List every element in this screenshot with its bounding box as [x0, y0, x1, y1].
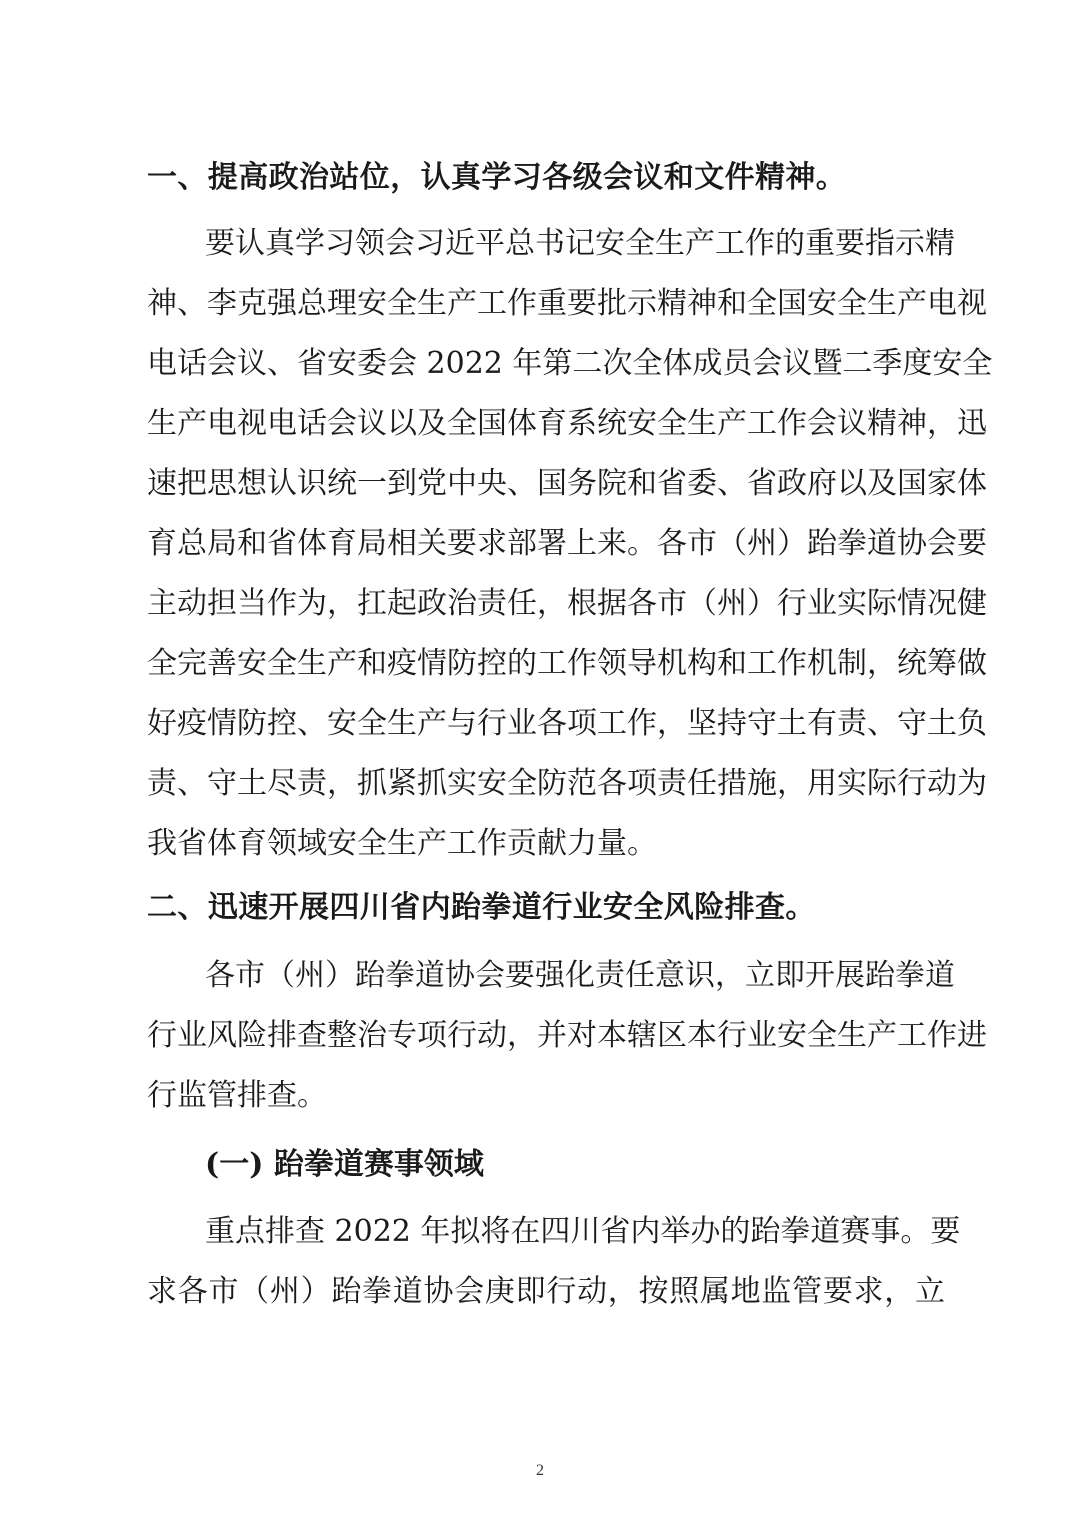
paragraph-line: 全完善安全生产和疫情防控的工作领导机构和工作机制，统筹做	[147, 646, 987, 681]
subsection-heading: (一) 跆拳道赛事领域	[205, 1147, 484, 1182]
paragraph-line: 重点排查 2022 年拟将在四川省内举办的跆拳道赛事。要	[205, 1214, 961, 1249]
paragraph-line: 行监管排查。	[147, 1078, 327, 1113]
paragraph-line: 主动担当作为，扛起政治责任，根据各市（州）行业实际情况健	[147, 586, 987, 621]
paragraph-line: 行业风险排查整治专项行动，并对本辖区本行业安全生产工作进	[147, 1018, 987, 1053]
paragraph-line: 要认真学习领会习近平总书记安全生产工作的重要指示精	[205, 226, 955, 261]
paragraph-line: 好疫情防控、安全生产与行业各项工作，坚持守土有责、守土负	[147, 706, 987, 741]
paragraph-line: 各市（州）跆拳道协会要强化责任意识，立即开展跆拳道	[205, 958, 955, 993]
section-heading: 一、提高政治站位，认真学习各级会议和文件精神。	[147, 160, 847, 195]
paragraph-line: 我省体育领域安全生产工作贡献力量。	[147, 826, 657, 861]
paragraph-line: 责、守土尽责，抓紧抓实安全防范各项责任措施，用实际行动为	[147, 766, 987, 801]
paragraph-line: 育总局和省体育局相关要求部署上来。各市（州）跆拳道协会要	[147, 526, 987, 561]
paragraph-line: 求各市（州）跆拳道协会庚即行动，按照属地监管要求，立	[147, 1274, 945, 1309]
paragraph-line: 电话会议、省安委会 2022 年第二次全体成员会议暨二季度安全	[147, 346, 993, 381]
section-heading: 二、迅速开展四川省内跆拳道行业安全风险排查。	[147, 890, 816, 925]
paragraph-line: 生产电视电话会议以及全国体育系统安全生产工作会议精神，迅	[147, 406, 987, 441]
page-number: 2	[536, 1462, 544, 1479]
paragraph-line: 神、李克强总理安全生产工作重要批示精神和全国安全生产电视	[147, 286, 987, 321]
paragraph-line: 速把思想认识统一到党中央、国务院和省委、省政府以及国家体	[147, 466, 987, 501]
